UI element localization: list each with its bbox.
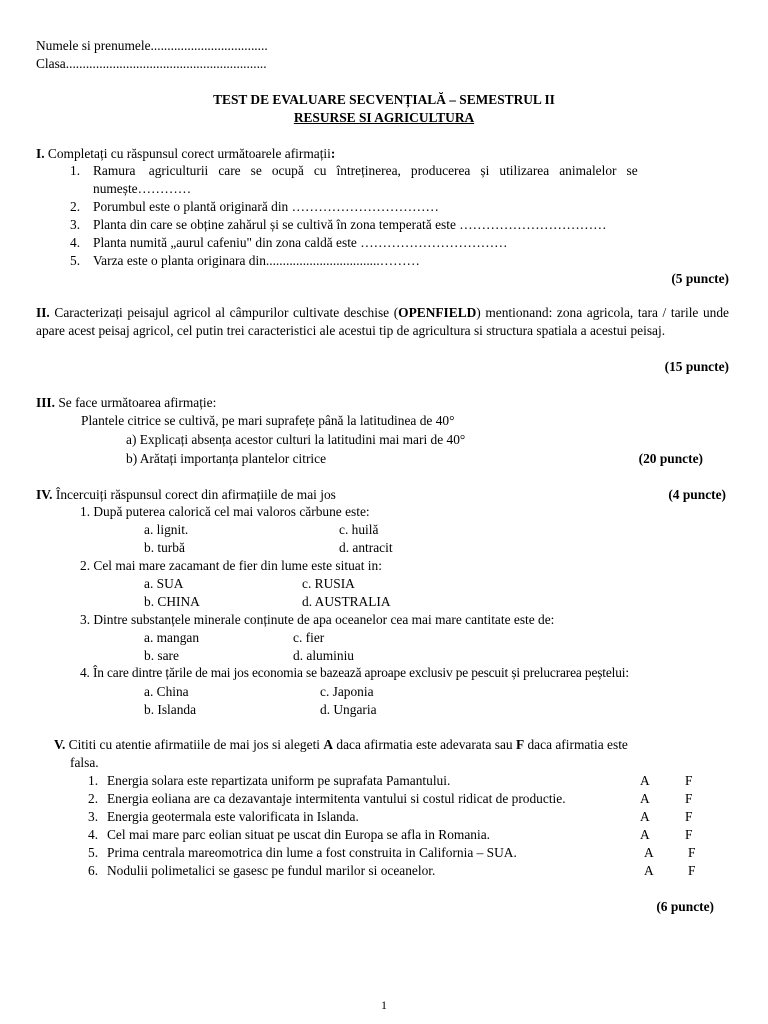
s5-option-a[interactable]: A [640, 791, 650, 806]
s4-question: 4. În care dintre țările de mai jos economia se bazează aproape exclusiv pe pescuit și prelucrarea peștelui: [80, 665, 629, 680]
s4-option-b[interactable]: b. sare [144, 648, 179, 663]
false-marker: F [515, 737, 525, 752]
s5-item-number: 4. [88, 827, 99, 842]
s4-option-b[interactable]: b. turbă [144, 540, 185, 555]
s1-item-number: 1. [70, 163, 81, 178]
s1-item-number: 2. [70, 199, 81, 214]
section-3-question-a: a) Explicați absența acestor culturi la latitudini mai mari de 40° [126, 432, 466, 447]
section-3-question-b: b) Arătați importanța plantelor citrice [126, 451, 327, 466]
s4-option-d[interactable]: d. Ungaria [320, 702, 377, 717]
s5-option-f[interactable]: F [688, 863, 696, 878]
section-5-text-2: daca afirmatia este adevarata sau [333, 737, 516, 752]
s5-option-f[interactable]: F [685, 827, 693, 842]
class-line: Clasa............................................................ [36, 56, 267, 71]
section-4-heading [36, 486, 336, 504]
section-5-text-3: daca afirmatia este [524, 737, 628, 752]
s4-option-c[interactable]: c. Japonia [320, 684, 374, 699]
s4-question: 3. Dintre substanțele minerale conținute de apa oceanelor cea mai mare cantitate este de: [80, 612, 555, 627]
s5-item-number: 1. [88, 773, 99, 788]
section-1-number: I. [36, 146, 45, 161]
s5-item-text: Energia solara este repartizata uniform pe suprafata Pamantului. [107, 773, 451, 788]
section-4-instruction: Încercuiți răspunsul corect din afirmațiile de mai jos [52, 487, 336, 502]
s5-item-text: Energia geotermala este valorificata in Islanda. [107, 809, 359, 824]
section-1-points: (5 puncte) [671, 271, 729, 286]
s5-option-a[interactable]: A [640, 827, 650, 842]
s5-option-f[interactable]: F [685, 809, 693, 824]
s1-item-number: 4. [70, 235, 81, 250]
s4-option-a[interactable]: a. China [144, 684, 189, 699]
section-5-points: (6 puncte) [656, 899, 714, 914]
s4-option-a[interactable]: a. SUA [144, 576, 184, 591]
s5-option-f[interactable]: F [685, 791, 693, 806]
s1-item-text: Porumbul este o plantă originară din …………………………… [93, 199, 439, 214]
section-4-number: IV. [36, 487, 53, 502]
s5-option-a[interactable]: A [644, 863, 654, 878]
s4-option-d[interactable]: d. AUSTRALIA [302, 594, 391, 609]
s4-option-d[interactable]: d. antracit [339, 540, 393, 555]
section-3-number: III. [36, 395, 55, 410]
s5-option-a[interactable]: A [640, 809, 650, 824]
section-1-colon: : [330, 146, 336, 161]
s4-question: 1. După puterea calorică cel mai valoros cărbune este: [80, 504, 370, 519]
s5-item-number: 3. [88, 809, 99, 824]
citrus-statement: Plantele citrice se cultivă, pe mari suprafețe până la latitudinea de 40° [81, 413, 455, 428]
s1-item-text: Planta numită „aurul cafeniu" din zona caldă este …………………………… [93, 235, 508, 250]
section-2-number: II. [36, 305, 50, 320]
section-1-instruction: Completați cu răspunsul corect următoarele afirmații [44, 146, 331, 161]
s5-item-number: 5. [88, 845, 99, 860]
section-3-heading [36, 394, 216, 412]
section-2-text-b: ) mentionand: zona agricola, tara / tarile unde apare acest peisaj agricol, cel putin trei caracteristici ale acestui tip de agricultura si structura spatiala a acestui peisaj. [36, 305, 729, 339]
s1-item-text: Planta din care se obține zahărul și se cultivă în zona temperată este …………………………… [93, 217, 607, 232]
section-5-text-1: Cititi cu atentie afirmatiile de mai jos si alegeti [65, 737, 324, 752]
s5-item-text: Cel mai mare parc eolian situat pe uscat din Europa se afla in Romania. [107, 827, 490, 842]
section-3-points: (20 puncte) [638, 451, 703, 466]
section-2-points: (15 puncte) [664, 359, 729, 374]
s5-item-number: 2. [88, 791, 99, 806]
s4-option-c[interactable]: c. huilă [339, 522, 379, 537]
section-4-points: (4 puncte) [668, 487, 726, 502]
section-5-text-4: falsa. [70, 755, 99, 770]
test-subtitle: RESURSE SI AGRICULTURA [293, 110, 475, 125]
section-5-number: V. [54, 737, 66, 752]
s1-item-text-cont: numește………… [93, 181, 192, 196]
section-2-text [36, 304, 729, 341]
section-5-heading [54, 736, 628, 754]
s4-option-c[interactable]: c. RUSIA [302, 576, 355, 591]
s4-option-d[interactable]: d. aluminiu [293, 648, 354, 663]
s5-option-f[interactable]: F [685, 773, 693, 788]
openfield-label: OPENFIELD [398, 305, 477, 320]
s1-item-number: 3. [70, 217, 81, 232]
s5-item-number: 6. [88, 863, 99, 878]
s1-item-text: Ramura agriculturii care se ocupă cu întreținerea, producerea și utilizarea animalelor se [93, 163, 638, 178]
s4-option-a[interactable]: a. mangan [144, 630, 200, 645]
section-2-text-a: Caracterizați peisajul agricol al câmpurilor cultivate deschise ( [49, 305, 399, 320]
page-number: 1 [381, 998, 387, 1012]
s4-option-a[interactable]: a. lignit. [144, 522, 189, 537]
s5-item-text: Nodulii polimetalici se gasesc pe fundul marilor si oceanelor. [107, 863, 436, 878]
s5-item-text: Prima centrala mareomotrica din lume a fost construita in California – SUA. [107, 845, 517, 860]
s4-option-b[interactable]: b. Islanda [144, 702, 197, 717]
test-title: TEST DE EVALUARE SECVENȚIALĂ – SEMESTRUL II [213, 92, 555, 107]
s4-option-c[interactable]: c. fier [293, 630, 325, 645]
s5-option-a[interactable]: A [640, 773, 650, 788]
s1-item-text: Varza este o planta originara din..................................……… [93, 253, 420, 268]
s4-question: 2. Cel mai mare zacamant de fier din lume este situat in: [80, 558, 382, 573]
s5-item-text: Energia eoliana are ca dezavantaje intermitenta vantului si costul ridicat de productie. [107, 791, 566, 806]
s1-item-number: 5. [70, 253, 81, 268]
student-name-line: Numele si prenumele................................... [36, 38, 268, 53]
s5-option-f[interactable]: F [688, 845, 696, 860]
s5-option-a[interactable]: A [644, 845, 654, 860]
s4-option-b[interactable]: b. CHINA [144, 594, 200, 609]
true-marker: A [323, 737, 334, 752]
section-1-heading [36, 145, 335, 163]
section-3-instruction: Se face următoarea afirmație: [54, 395, 217, 410]
